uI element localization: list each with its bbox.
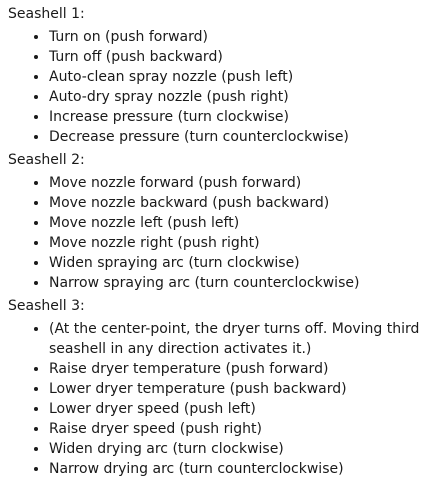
list-item: • Decrease pressure (turn counterclockwise) <box>49 127 428 147</box>
document <box>8 4 428 479</box>
list-item: • Lower dryer speed (push left) <box>49 399 428 419</box>
list-item: • Move nozzle backward (push backward) <box>49 193 428 213</box>
list-item: • Move nozzle right (push right) <box>49 233 428 253</box>
list-item: • Move nozzle forward (push forward) <box>49 173 428 193</box>
list-item: • Raise dryer speed (push right) <box>49 419 428 439</box>
section-title: Seashell 3: <box>8 298 85 314</box>
section-title: Seashell 2: <box>8 152 85 168</box>
section-title: Seashell 1: <box>8 6 85 22</box>
section-seashell-3 <box>8 296 428 479</box>
section-seashell-2 <box>8 150 428 293</box>
list-item: • Move nozzle left (push left) <box>49 213 428 233</box>
item-list <box>8 27 428 147</box>
list-item: • (At the center-point, the dryer turns off. Moving third seashell in any direction activates it.) <box>49 319 428 359</box>
list-item: • Increase pressure (turn clockwise) <box>49 107 428 127</box>
list-item: • Auto-clean spray nozzle (push left) <box>49 67 428 87</box>
list-item: • Widen drying arc (turn clockwise) <box>49 439 428 459</box>
list-item: • Turn on (push forward) <box>49 27 428 47</box>
list-item: • Auto-dry spray nozzle (push right) <box>49 87 428 107</box>
list-item: • Widen spraying arc (turn clockwise) <box>49 253 428 273</box>
section-seashell-1 <box>8 4 428 147</box>
list-item: • Lower dryer temperature (push backward) <box>49 379 428 399</box>
item-list <box>8 173 428 293</box>
item-list <box>8 319 428 479</box>
list-item: • Raise dryer temperature (push forward) <box>49 359 428 379</box>
list-item: • Turn off (push backward) <box>49 47 428 67</box>
list-item: • Narrow drying arc (turn counterclockwise) <box>49 459 428 479</box>
list-item: • Narrow spraying arc (turn counterclockwise) <box>49 273 428 293</box>
